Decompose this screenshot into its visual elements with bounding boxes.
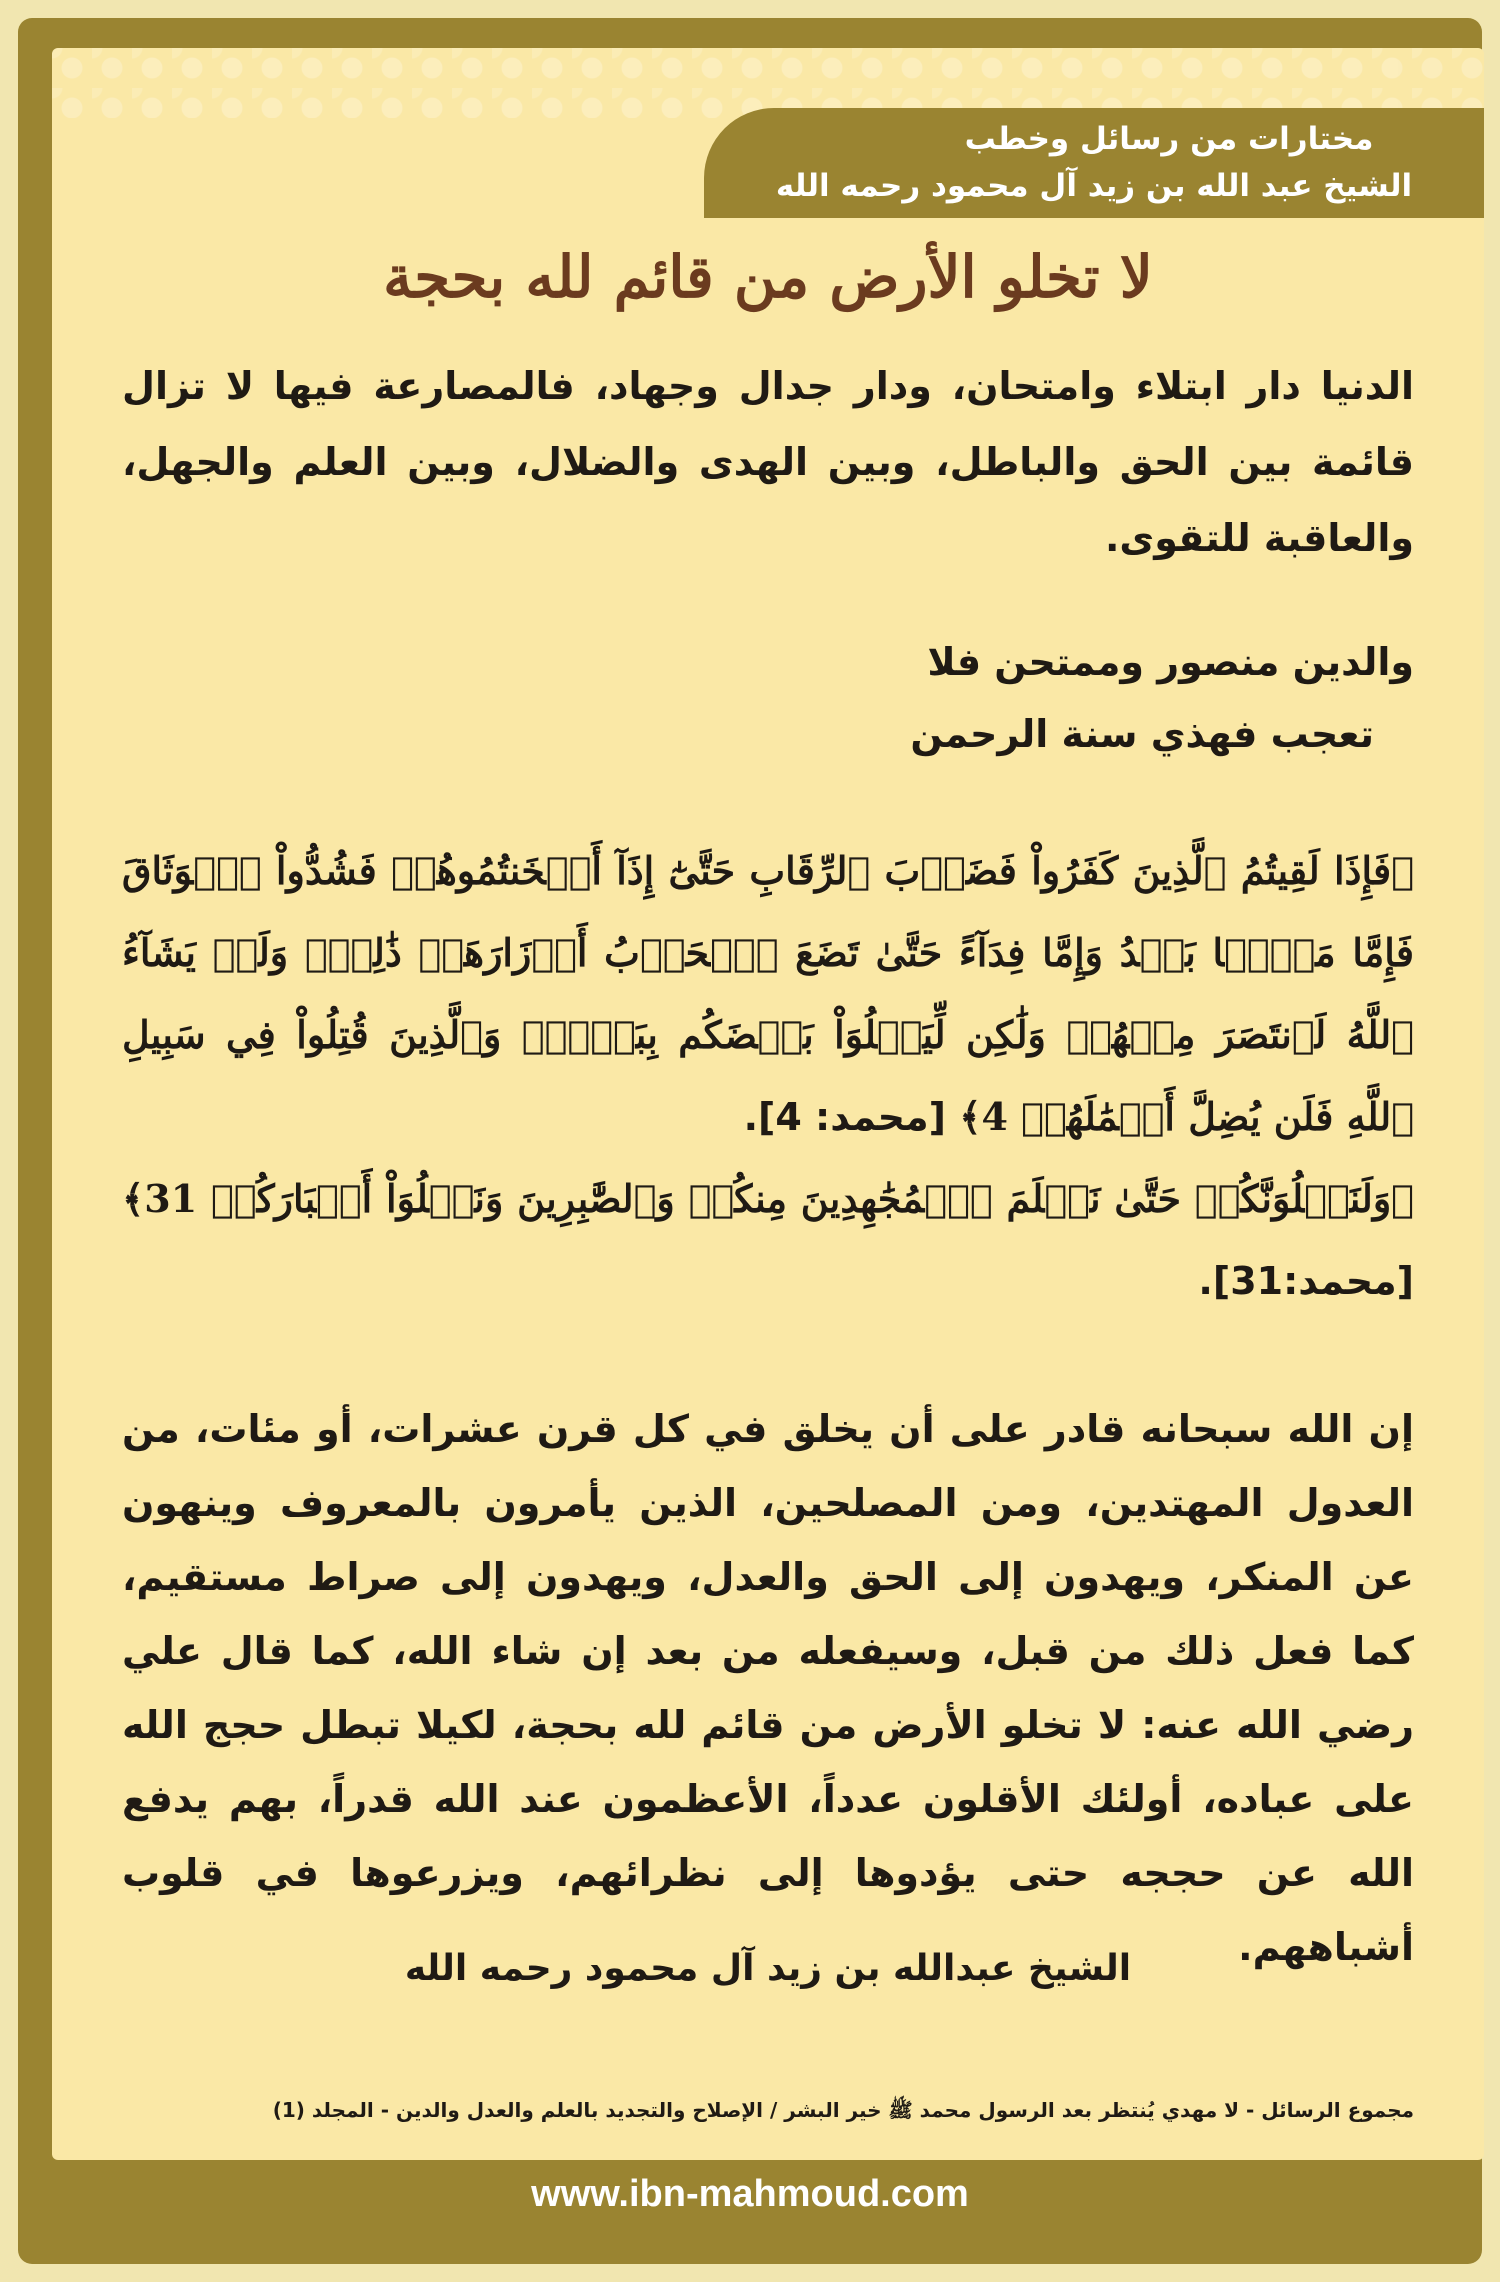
poem-verse (122, 626, 1414, 770)
article-body (122, 348, 1414, 2022)
quran-quote (122, 830, 1414, 1322)
page-title: لا تخلو الأرض من قائم لله بحجة (383, 243, 1153, 311)
header-author: الشيخ عبد الله بن زيد آل محمود رحمه الله (775, 168, 1413, 204)
poem-line-2: تعجب فهذي سنة الرحمن (910, 712, 1374, 756)
quran-reference-1: [محمد: 4]. (743, 1095, 946, 1139)
quran-verse-1: ﴿فَإِذَا لَقِيتُمُ ٱلَّذِينَ كَفَرُواْ فَضَرۡبَ ٱلرِّقَابِ حَتَّىٰٓ إِذَآ أَثۡخَنتُمُوهُمۡ فَشُدُّواْ ٱلۡوَثَاقَ فَإِمَّا مَنَّۢا بَعۡدُ وَإِمَّا فِدَآءً حَتَّىٰ تَضَعَ ٱلۡحَرۡبُ أَوۡزَارَهَاۚ ذَٰلِكَۖ وَلَوۡ يَشَآءُ ٱللَّهُ لَٱنتَصَرَ مِنۡهُمۡ وَلَٰكِن لِّيَبۡلُوَاْ بَعۡضَكُم بِبَعۡضٖۗ وَٱلَّذِينَ قُتِلُواْ فِي سَبِيلِ ٱللَّهِ فَلَن يُضِلَّ أَعۡمَٰلَهُمۡ 4﴾ (122, 848, 1414, 1139)
header-series-title: مختارات من رسائل وخطب (964, 121, 1374, 157)
header-banner (704, 108, 1484, 218)
intro-paragraph: الدنيا دار ابتلاء وامتحان، ودار جدال وجهاد، فالمصارعة فيها لا تزال قائمة بين الحق والباطل، وبين الهدى والضلال، وبين العلم والجهل، والعاقبة للتقوى. (122, 364, 1414, 560)
source-footnote: مجموع الرسائل - لا مهدي يُنتظر بعد الرسول محمد ﷺ خير البشر / الإصلاح والتجديد بالعلم والعدل والدين - المجلد (1) (272, 2098, 1414, 2122)
quran-verse-2: ﴿وَلَنَبۡلُوَنَّكُمۡ حَتَّىٰ نَعۡلَمَ ٱلۡمُجَٰهِدِينَ مِنكُمۡ وَٱلصَّٰبِرِينَ وَنَبۡلُوَاْ أَخۡبَارَكُمۡ 31﴾ (122, 1176, 1414, 1221)
quran-reference-2: [محمد:31]. (1198, 1259, 1414, 1303)
author-signature: الشيخ عبدالله بن زيد آل محمود رحمه الله (404, 1948, 1132, 1989)
main-paragraph: إن الله سبحانه قادر على أن يخلق في كل قرن عشرات، أو مئات، من العدول المهتدين، ومن المصلحين، الذين يأمرون بالمعروف وينهون عن المنكر، ويهدون إلى الحق والعدل، ويهدون إلى صراط مستقيم، كما فعل ذلك من قبل، وسيفعله من بعد إن شاء الله، كما قال علي رضي الله عنه: لا تخلو الأرض من قائم لله بحجة، لكيلا تبطل حجج الله على عباده، أولئك الأقلون عدداً، الأعظمون عند الله قدراً، بهم يدفع الله عن حججه حتى يؤدوها إلى نظرائهم، ويزرعوها في قلوب أشباههم. (122, 1407, 1414, 1969)
content-card (52, 48, 1484, 2160)
page-frame (18, 18, 1482, 2264)
poem-line-1: والدين منصور وممتحن فلا (927, 640, 1414, 684)
website-link[interactable]: www.ibn-mahmoud.com (531, 2173, 969, 2215)
